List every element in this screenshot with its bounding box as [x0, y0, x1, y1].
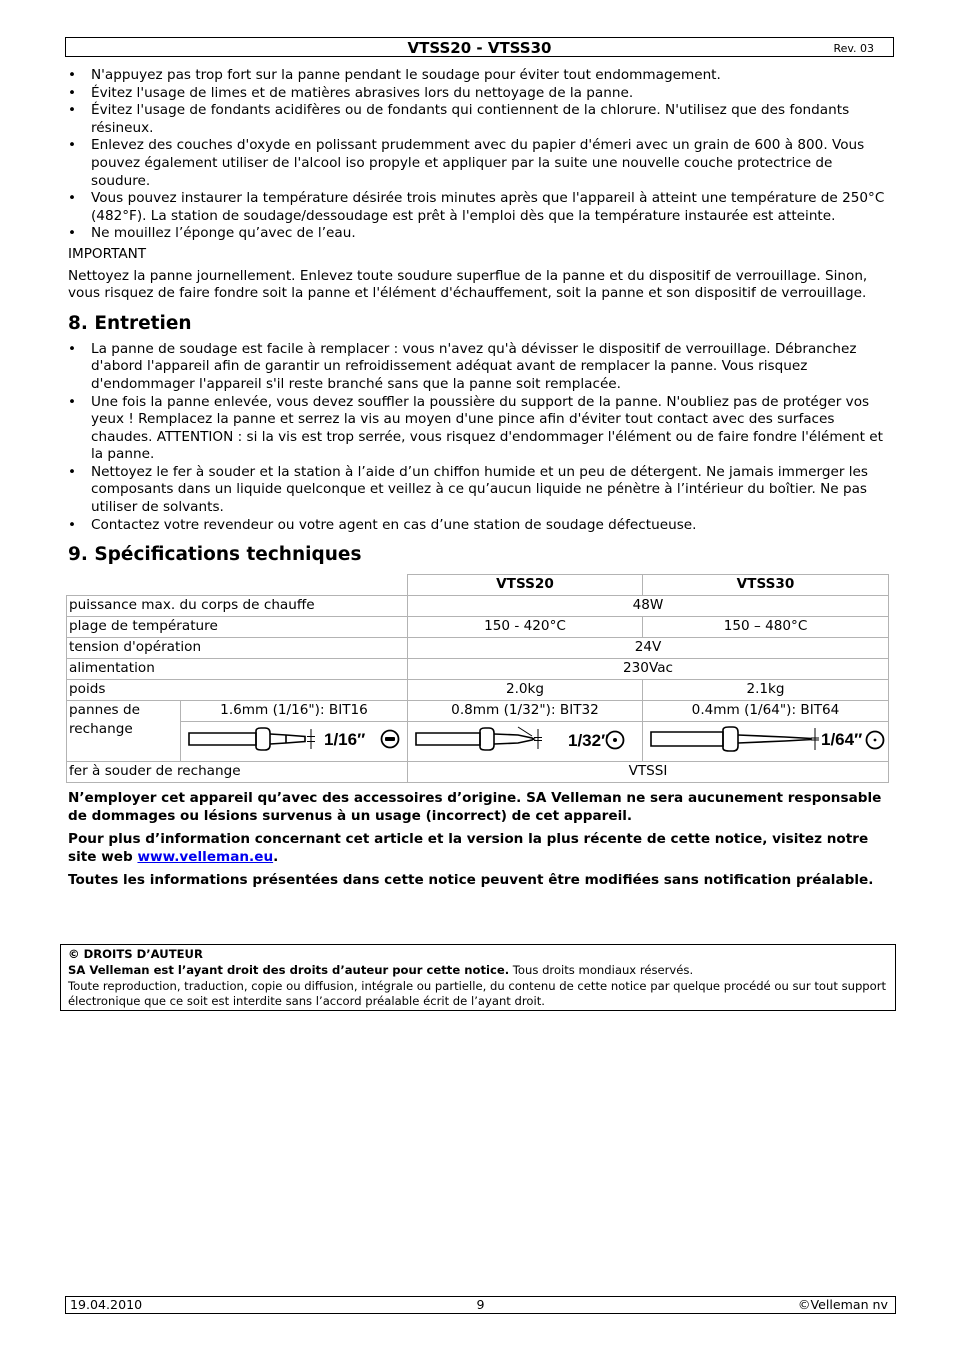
list-item: • Évitez l'usage de limes et de matières abrasives lors du nettoyage de la panne.	[68, 85, 890, 103]
list-item: • N'appuyez pas trop fort sur la panne pendant le soudage pour éviter tout endommagement.	[68, 67, 890, 85]
row-label: pannes de rechange	[67, 701, 181, 762]
page-footer	[65, 1296, 896, 1314]
row-value: 150 - 420°C	[408, 617, 643, 638]
website-notice-text: Pour plus d’information concernant cet article et la version la plus récente de cette notice, visitez notre site web	[68, 831, 869, 866]
list-item: • Contactez votre revendeur ou votre agent en cas d’une station de soudage défectueuse.	[68, 517, 890, 535]
row-value: VTSSI	[408, 762, 889, 783]
list-item: • Nettoyez le fer à souder et la station à l’aide d’un chiffon humide et un peu de détergent. Ne jamais immerger les composants dans un liquide quelconque et veillez à ce qu’aucun liquide ne pénètre à l’intérieur du boîtier. Ne pas utiliser de solvants.	[68, 464, 890, 517]
bit32-tip-drawing	[410, 724, 640, 755]
page-header	[65, 37, 894, 57]
column-header-vtss20: VTSS20	[408, 575, 643, 596]
document-title: VTSS20 - VTSS30	[407, 39, 552, 57]
table-row	[67, 722, 889, 762]
revision-label: Rev. 03	[833, 42, 874, 55]
tip-drawing-cell	[408, 722, 643, 762]
list-item: • Vous pouvez instaurer la température désirée trois minutes après que l'appareil à atteint une température de 250°C (482°F). La station de soudage/dessoudage est prêt à l'emploi dès que la température instaurée est atteinte.	[68, 190, 890, 225]
row-value: 1.6mm (1/16"): BIT16	[181, 701, 408, 722]
table-row	[67, 575, 889, 596]
table-row	[67, 701, 889, 722]
important-label: IMPORTANT	[68, 245, 147, 262]
tip-size-label: 1/16″	[324, 730, 366, 750]
website-notice	[68, 830, 890, 866]
row-value: 0.4mm (1/64"): BIT64	[643, 701, 889, 722]
bit64-tip-drawing	[645, 724, 886, 755]
row-label: alimentation	[67, 659, 408, 680]
row-label: puissance max. du corps de chauffe	[67, 596, 408, 617]
section-9-heading: 9. Spécifications techniques	[68, 544, 362, 566]
velleman-website-link[interactable]: www.velleman.eu	[137, 849, 274, 866]
copyright-box	[60, 944, 896, 1011]
copyright-line	[68, 963, 888, 979]
row-label: fer à souder de rechange	[67, 762, 408, 783]
list-item: • Ne mouillez l’éponge qu’avec de l’eau.	[68, 225, 890, 243]
copyright-owner: SA Velleman est l’ayant droit des droits d’auteur pour cette notice.	[68, 962, 510, 977]
footer-company: ©Velleman nv	[797, 1297, 888, 1312]
accessories-notice: N’employer cet appareil qu’avec des accessoires d’origine. SA Velleman ne sera aucunement responsable de dommages ou lésions survenus à un usage (incorrect) de cet appareil.	[68, 790, 882, 825]
specifications-table	[66, 574, 889, 783]
page-number: 9	[476, 1297, 485, 1312]
important-text: Nettoyez la panne journellement. Enlevez toute soudure superflue de la panne et du dispositif de verrouillage. Sinon, vous risquez de faire fondre soit la panne et l'élément d'échauffement, soit la panne et son dispositif de verrouillage.	[68, 267, 868, 302]
top-bullet-list	[68, 67, 890, 243]
modification-notice: Toutes les informations présentées dans cette notice peuvent être modifiées sans notification préalable.	[68, 872, 874, 889]
table-cell-empty	[67, 575, 408, 596]
row-label: plage de température	[67, 617, 408, 638]
row-value: 48W	[408, 596, 889, 617]
copyright-title: © DROITS D’AUTEUR	[68, 947, 203, 961]
row-label: poids	[67, 680, 408, 701]
row-value: 24V	[408, 638, 889, 659]
list-item: • Évitez l'usage de fondants acidifères ou de fondants qui contiennent de la chlorure. N'utilisez que des fondants résineux.	[68, 102, 890, 137]
table-row	[67, 762, 889, 783]
list-item: • Enlevez des couches d'oxyde en polissant prudemment avec du papier d'émeri avec un grain de 600 à 800. Vous pouvez également utiliser de l'alcool iso propyle et appliquer par la suite une nouvelle couche protectrice de soudure.	[68, 137, 890, 190]
table-row	[67, 596, 889, 617]
row-value: 230Vac	[408, 659, 889, 680]
website-notice-end: .	[273, 849, 279, 866]
page-content	[68, 67, 890, 889]
table-row	[67, 659, 889, 680]
table-row	[67, 680, 889, 701]
row-value: 2.1kg	[643, 680, 889, 701]
list-item: • Une fois la panne enlevée, vous devez souffler la poussière du support de la panne. N'oubliez pas de protéger vos yeux ! Remplacez la panne et serrez la vis au moyen d'une pince afin d'éviter tout contact avec des surfaces chaudes. ATTENTION : si la vis est trop serrée, vous risquez d'endommager l'élément ou de faire fondre l'élément et la panne.	[68, 394, 890, 464]
tip-size-label: 1/32″	[568, 731, 610, 751]
tip-drawing-cell	[181, 722, 408, 762]
tip-drawing-cell	[643, 722, 889, 762]
copyright-rights: Tous droits mondiaux réservés.	[509, 962, 694, 977]
section-8-bullet-list	[68, 341, 890, 535]
row-value: 0.8mm (1/32"): BIT32	[408, 701, 643, 722]
bit16-tip-drawing	[183, 724, 405, 755]
copyright-text: Toute reproduction, traduction, copie ou diffusion, intégrale ou partielle, du contenu de cette notice par quelque procédé ou sur tout support électronique que ce soit est interdite sans l’accord préalable écrit de l’ayant droit.	[68, 978, 887, 1009]
section-8-heading: 8. Entretien	[68, 312, 192, 334]
footer-date: 19.04.2010	[70, 1297, 143, 1312]
table-row	[67, 617, 889, 638]
row-value: 2.0kg	[408, 680, 643, 701]
column-header-vtss30: VTSS30	[643, 575, 889, 596]
tip-size-label: 1/64″	[821, 730, 863, 750]
list-item: • La panne de soudage est facile à remplacer : vous n'avez qu'à dévisser le dispositif de verrouillage. Débranchez d'abord l'appareil afin de garantir un refroidissement adéquat avant de remplacer la panne. Vous risquez d'endommager l'appareil s'il reste branché sans que la panne soit remplacée.	[68, 341, 890, 394]
table-row	[67, 638, 889, 659]
row-value: 150 – 480°C	[643, 617, 889, 638]
row-label: tension d'opération	[67, 638, 408, 659]
